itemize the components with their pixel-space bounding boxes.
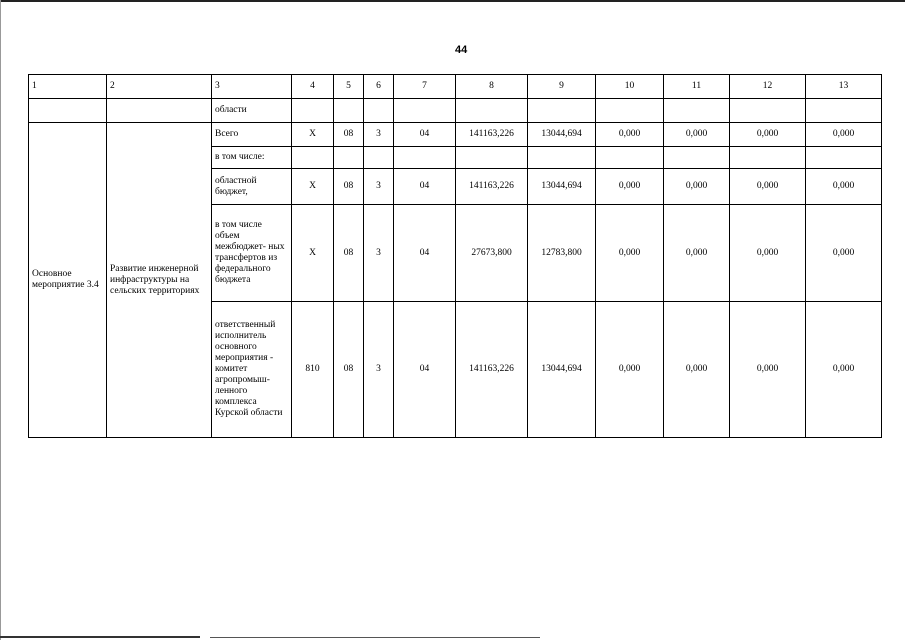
- table-cell: [292, 147, 334, 169]
- empty-cell: [292, 99, 334, 123]
- empty-cell: [364, 99, 394, 123]
- empty-cell: [730, 99, 806, 123]
- table-cell: 3: [364, 205, 394, 302]
- empty-cell: [664, 99, 730, 123]
- empty-cell: [29, 99, 107, 123]
- table-cell: 13044,694: [528, 123, 596, 147]
- table-cell: 04: [394, 302, 456, 438]
- table-cell: 0,000: [596, 302, 664, 438]
- table-cell: [334, 147, 364, 169]
- table-cell: [806, 147, 882, 169]
- empty-cell: [456, 99, 528, 123]
- table-cell: 0,000: [730, 302, 806, 438]
- table-cell: 141163,226: [456, 302, 528, 438]
- table-cell: 3: [364, 123, 394, 147]
- table-cell: [730, 147, 806, 169]
- header-cell: 12: [730, 75, 806, 99]
- table-cell: 08: [334, 123, 364, 147]
- table-cell: 04: [394, 169, 456, 205]
- table-cell: X: [292, 123, 334, 147]
- table-cell: 04: [394, 205, 456, 302]
- header-cell: 9: [528, 75, 596, 99]
- funding-table: [28, 74, 882, 438]
- header-cell: 4: [292, 75, 334, 99]
- table-cell: 0,000: [664, 169, 730, 205]
- table-cell: 0,000: [664, 302, 730, 438]
- table-row: [29, 123, 882, 147]
- header-cell: 10: [596, 75, 664, 99]
- header-cell: 6: [364, 75, 394, 99]
- table-cell: X: [292, 169, 334, 205]
- empty-cell: [806, 99, 882, 123]
- table-cell: [664, 147, 730, 169]
- measure-name: Основное мероприятие 3.4: [29, 123, 107, 438]
- table-cell: 13044,694: [528, 302, 596, 438]
- table-cell: 0,000: [806, 205, 882, 302]
- table-cell: 3: [364, 302, 394, 438]
- table-cell: 141163,226: [456, 169, 528, 205]
- table-cell: 0,000: [596, 123, 664, 147]
- table-cell: 08: [334, 302, 364, 438]
- header-cell: 11: [664, 75, 730, 99]
- header-cell: 1: [29, 75, 107, 99]
- table-cell: 12783,800: [528, 205, 596, 302]
- empty-cell: [334, 99, 364, 123]
- table-cell: [364, 147, 394, 169]
- table-cell: 08: [334, 169, 364, 205]
- row-label: Всего: [212, 123, 292, 147]
- table-cell: [596, 147, 664, 169]
- scan-bottom-edge: [0, 636, 200, 638]
- row-label: в том числе:: [212, 147, 292, 169]
- table-cell: 08: [334, 205, 364, 302]
- table-cell: 0,000: [664, 205, 730, 302]
- row-label: в том числе объем межбюджет- ных трансфертов из федерального бюджета: [212, 205, 292, 302]
- header-cell: 13: [806, 75, 882, 99]
- scan-left-edge: [0, 0, 1, 640]
- scan-bottom-edge: [210, 637, 540, 638]
- table-cell: 13044,694: [528, 169, 596, 205]
- scan-top-edge: [0, 0, 905, 2]
- table-cell: 0,000: [596, 205, 664, 302]
- table-cell: 3: [364, 169, 394, 205]
- empty-cell: [394, 99, 456, 123]
- table-cell: 0,000: [730, 205, 806, 302]
- table-cell: X: [292, 205, 334, 302]
- empty-cell: [107, 99, 212, 123]
- table-cell: 0,000: [806, 169, 882, 205]
- row-label: областной бюджет,: [212, 169, 292, 205]
- header-cell: 7: [394, 75, 456, 99]
- row-label: области: [212, 99, 292, 123]
- row-label: ответственный исполнитель основного мероприятия - комитет агропромыш- ленного комплекса Курской области: [212, 302, 292, 438]
- table-cell: 0,000: [730, 169, 806, 205]
- table-cell: [394, 147, 456, 169]
- header-row: [29, 75, 882, 99]
- table-cell: 0,000: [596, 169, 664, 205]
- table-cell: 0,000: [730, 123, 806, 147]
- table-cell: 0,000: [806, 123, 882, 147]
- empty-cell: [596, 99, 664, 123]
- header-cell: 8: [456, 75, 528, 99]
- table-cell: [528, 147, 596, 169]
- table-cell: 141163,226: [456, 123, 528, 147]
- table-cell: 04: [394, 123, 456, 147]
- table-cell: 27673,800: [456, 205, 528, 302]
- table-cell: 0,000: [664, 123, 730, 147]
- header-cell: 3: [212, 75, 292, 99]
- table-cell: [456, 147, 528, 169]
- continuation-row: [29, 99, 882, 123]
- table-cell: 810: [292, 302, 334, 438]
- header-cell: 5: [334, 75, 364, 99]
- measure-title: Развитие инженерной инфраструктуры на сельских территориях: [107, 123, 212, 438]
- empty-cell: [528, 99, 596, 123]
- table-cell: 0,000: [806, 302, 882, 438]
- page-number: 44: [455, 44, 468, 56]
- header-cell: 2: [107, 75, 212, 99]
